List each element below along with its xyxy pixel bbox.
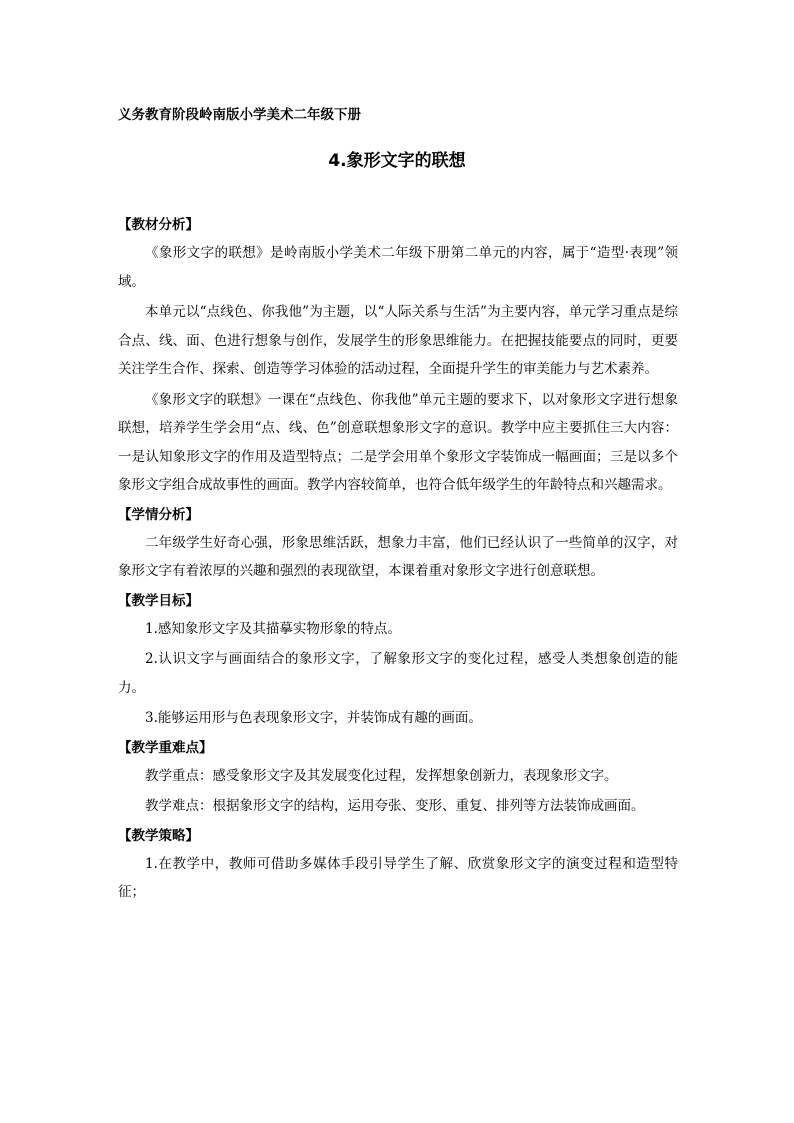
paragraph: 1.在教学中，教师可借助多媒体手段引导学生了解、欣赏象形文字的演变过程和造型特征； [118, 855, 678, 900]
section-heading-student-analysis: 【学情分析】 [118, 506, 199, 523]
paragraph: 3.能够运用形与色表现象形文字，并装饰成有趣的画面。 [145, 710, 482, 726]
paragraph: 《象形文字的联想》是岭南版小学美术二年级下册第二单元的内容，属于“造型·表现”领域。 [118, 245, 678, 290]
paragraph: 《象形文字的联想》一课在“点线色、你我他”单元主题的要求下，以对象形文字进行想象联想，培养学生学会用“点、线、色”创意联想象形文字的意识。教学中应主要抓住三大内容：一是认知象形文字的作用及造型特点；二是学会用单个象形文字装饰成一幅画面；三是以多个象形文字组合成故事性的画面。教学内容较简单，也符合低年级学生的年龄特点和兴趣需求。 [118, 391, 678, 493]
paragraph: 教学难点：根据象形文字的结构，运用夸张、变形、重复、排列等方法装饰成画面。 [145, 798, 645, 814]
document-title: 4.象形文字的联想 [328, 151, 466, 171]
section-heading-textbook-analysis: 【教材分析】 [118, 217, 199, 233]
paragraph: 本单元以“点线色、你我他”为主题，以“人际关系与生活”为主要内容，单元学习重点是综合点、线、面、色进行想象与创作，发展学生的形象思维能力。在把握技能要点的同时，更要关注学生合作、探索、创造等学习体验的活动过程，全面提升学生的审美能力与艺术素养。 [118, 304, 678, 377]
document-body [118, 212, 678, 909]
section-heading-teaching-objectives: 【教学目标】 [118, 592, 199, 609]
paragraph: 1.感知象形文字及其描摹实物形象的特点。 [145, 620, 401, 637]
document-header: 义务教育阶段岭南版小学美术二年级下册 [118, 107, 361, 123]
section-heading-teaching-strategy: 【教学策略】 [118, 827, 199, 844]
section-heading-key-points: 【教学重难点】 [118, 739, 213, 756]
paragraph: 2.认识文字与画面结合的象形文字，了解象形文字的变化过程，感受人类想象创造的能力。 [118, 651, 678, 696]
paragraph: 教学重点：感受象形文字及其发展变化过程，发挥想象创新力，表现象形文字。 [145, 767, 618, 784]
paragraph: 二年级学生好奇心强，形象思维活跃，想象力丰富，他们已经认识了一些简单的汉字，对象形文字有着浓厚的兴趣和强烈的表现欲望，本课着重对象形文字进行创意联想。 [118, 534, 678, 579]
